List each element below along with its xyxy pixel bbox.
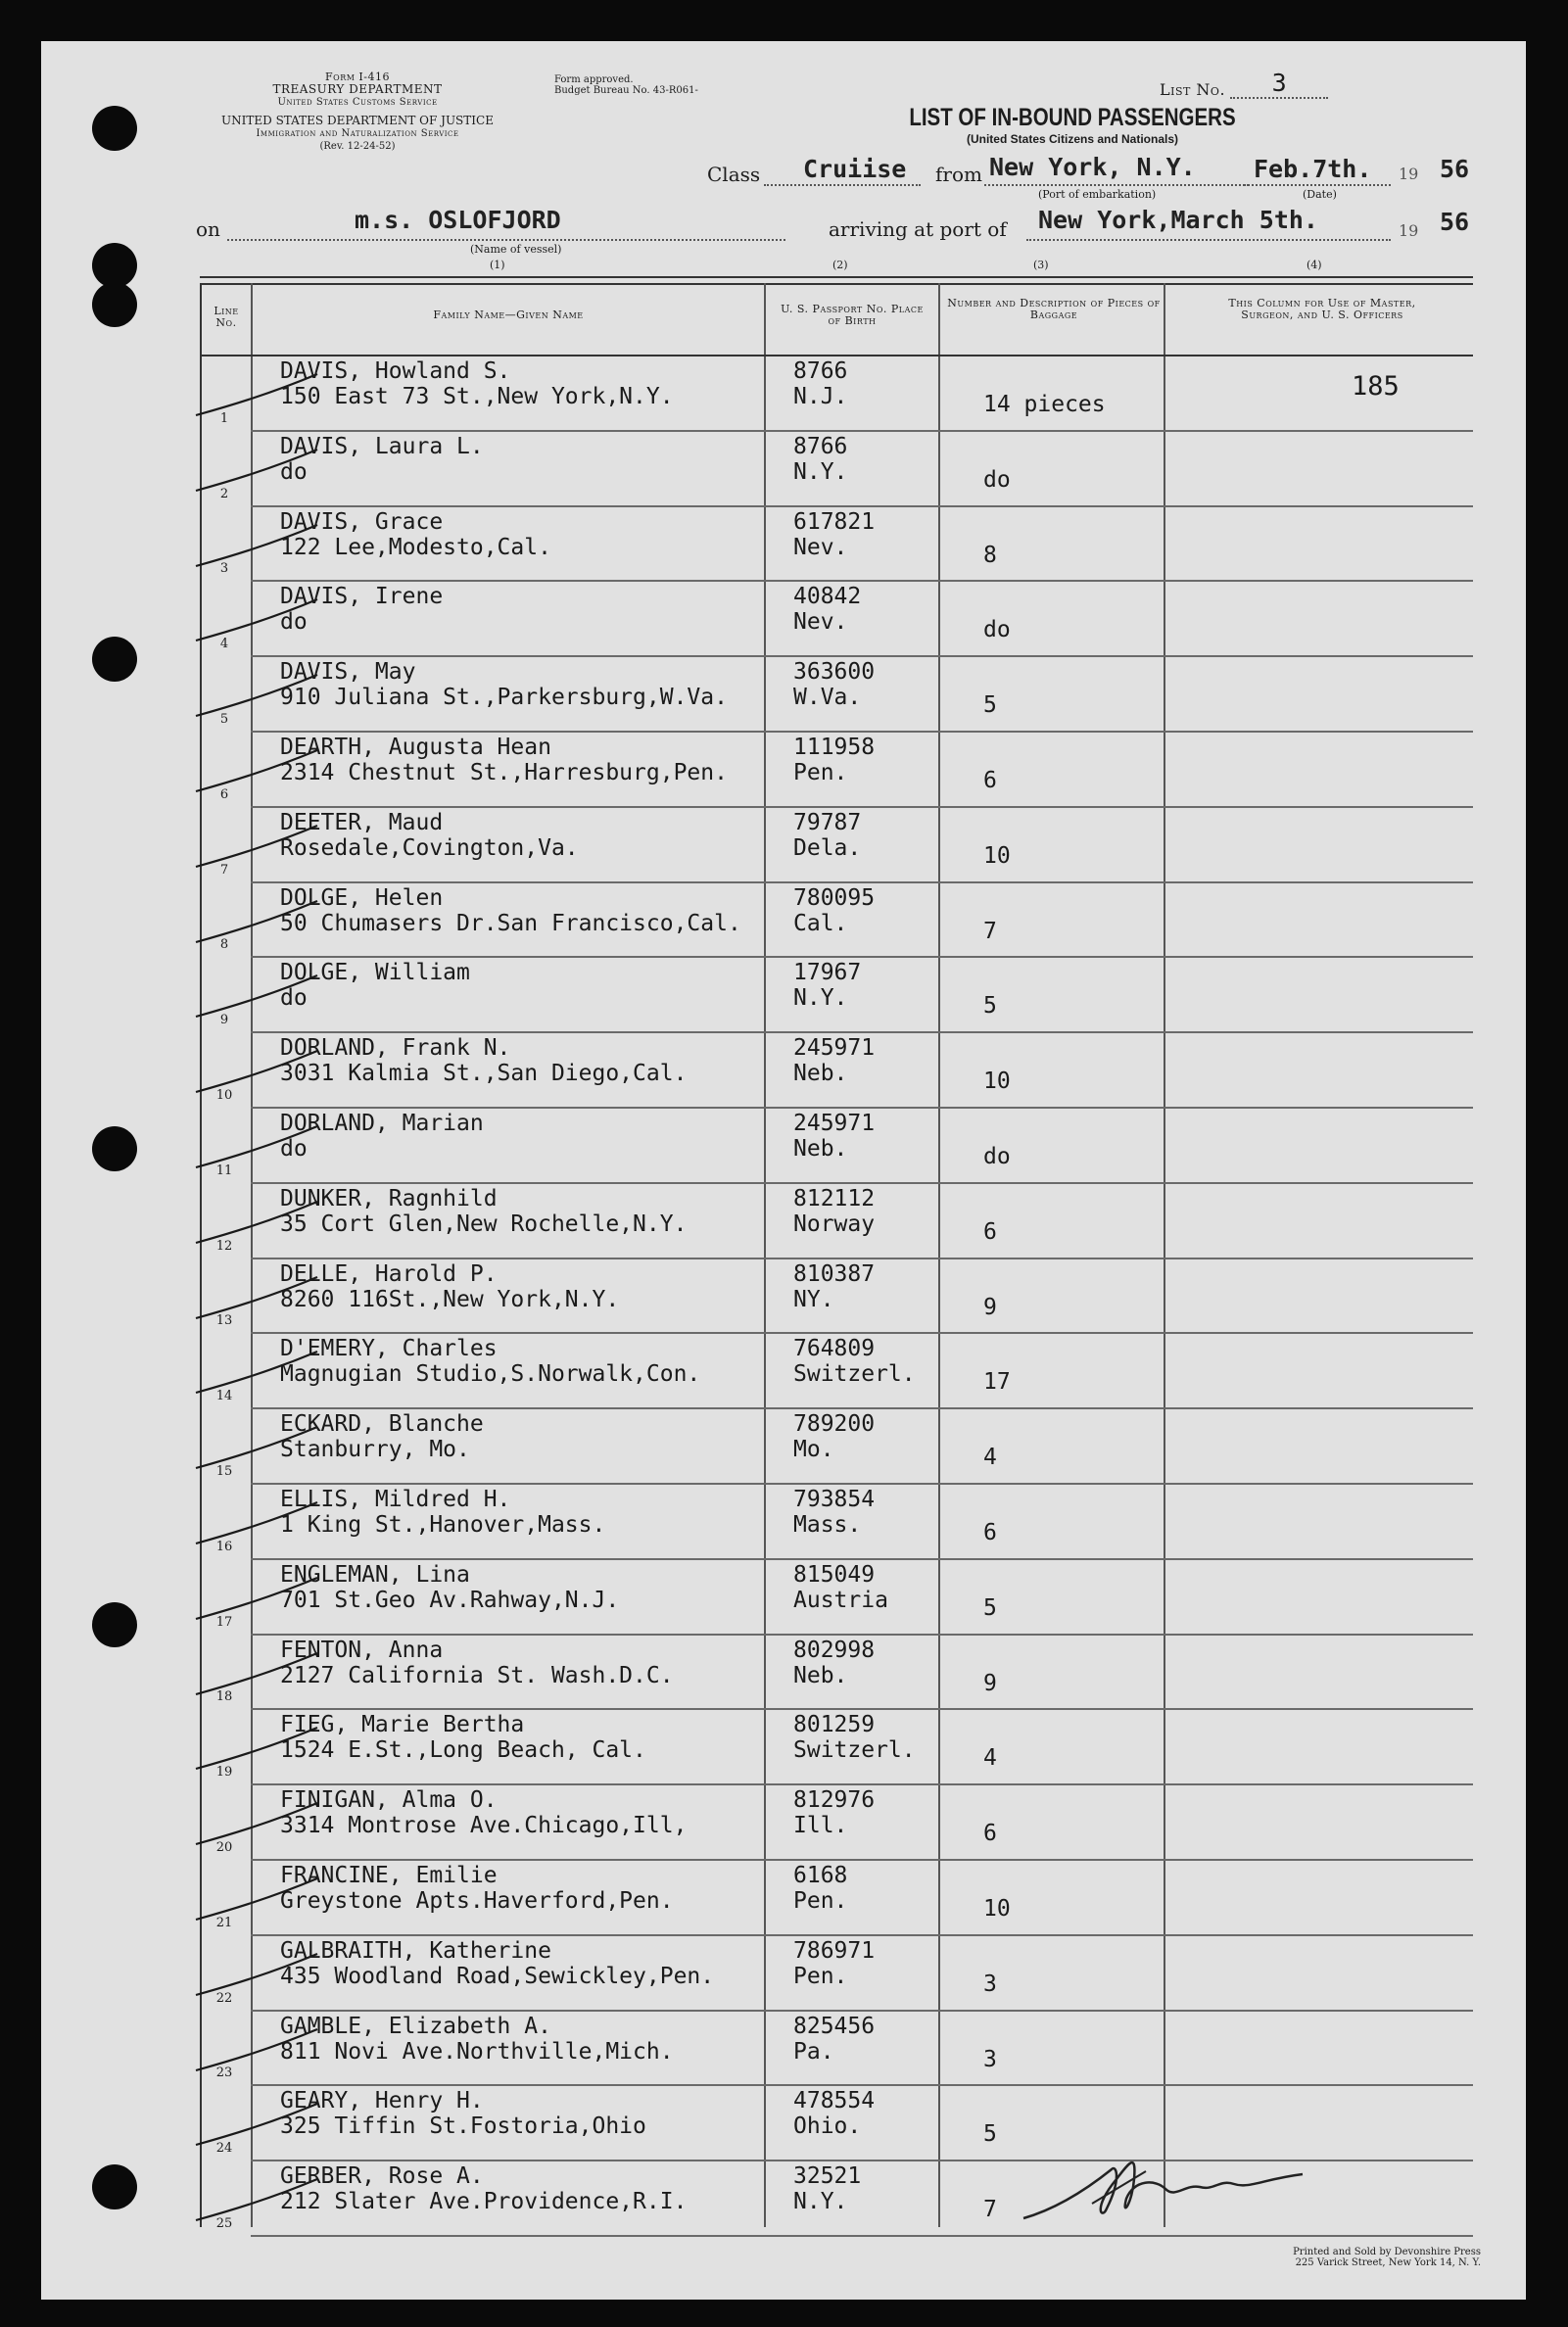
page-title: LIST OF IN-BOUND PASSENGERS [909,104,1236,131]
passport-number: 245971 [793,1035,876,1062]
baggage-count: do [983,1144,1011,1169]
arrival-port-date: New York,March 5th. [1038,206,1318,234]
passenger-name: DELLE, Harold P. [280,1260,498,1287]
passenger-address: 122 Lee,Modesto,Cal. [280,534,551,560]
place-of-birth: Dela. [793,834,862,861]
place-of-birth: N.J. [793,384,848,409]
passport-number: 789200 [793,1411,876,1438]
table-row [200,2012,1473,2087]
check-mark-icon [192,1043,319,1102]
check-mark-icon [192,442,319,500]
passport-number: 8766 [793,358,848,384]
line-number: 14 [215,1389,233,1404]
table-row [200,733,1473,808]
page-subtitle: (United States Citizens and Nationals) [966,132,1179,146]
passport-number: 810387 [793,1260,876,1287]
passport-number: 40842 [793,584,862,610]
passenger-address: Greystone Apts.Haverford,Pen. [280,1888,674,1914]
port-caption: (Port of embarkation) [1038,188,1157,201]
passenger-name: FIEG, Marie Bertha [280,1712,525,1738]
line-number: 20 [215,1839,233,1855]
line-number: 1 [219,410,229,426]
baggage-count: 10 [983,842,1011,869]
baggage-count: 4 [983,1445,997,1471]
passenger-name: GALBRAITH, Katherine [280,1937,551,1964]
passenger-address: do [280,609,308,636]
check-mark-icon [192,366,319,425]
header-baggage: Number and Description of Pieces of Baggage [947,297,1161,321]
list-number-block [1160,69,1328,103]
punch-hole [92,1602,137,1647]
place-of-birth: Austria [793,1587,888,1613]
line-number: 13 [215,1313,233,1329]
arriving-label: arriving at port of [829,217,1007,241]
punch-hole [92,282,137,327]
table-row [200,1184,1473,1259]
baggage-count: 10 [983,1069,1011,1095]
baggage-count: 10 [983,1896,1011,1922]
header-line-no: Line No. [214,305,239,329]
passport-number: 786971 [793,1937,876,1964]
check-mark-icon [192,2171,319,2230]
passenger-name: DAVIS, May [280,659,416,686]
place-of-birth: Pen. [793,1888,848,1914]
passport-number: 617821 [793,508,876,535]
passenger-name: ECKARD, Blanche [280,1411,484,1438]
line-number: 23 [215,2066,233,2081]
table-row [200,1861,1473,1936]
passenger-name: DAVIS, Irene [280,584,444,610]
passport-number: 764809 [793,1336,876,1362]
table-row [200,1636,1473,1711]
check-mark-icon [192,1344,319,1402]
check-mark-icon [192,1495,319,1553]
baggage-count: 5 [983,993,997,1020]
line-number: 19 [215,1765,233,1781]
place-of-birth: Neb. [793,1136,848,1162]
passenger-address: Rosedale,Covington,Va. [280,834,579,861]
line-number: 11 [215,1163,233,1178]
place-of-birth: N.Y. [793,985,848,1012]
baggage-count: 17 [983,1369,1011,1396]
place-of-birth: Switzerl. [793,1361,916,1388]
baggage-count: do [983,617,1011,643]
line-number: 22 [215,1990,233,2006]
printer-line-2: 225 Varick Street, New York 14, N. Y. [1295,2257,1481,2268]
line-number: 8 [219,937,229,953]
passenger-address: 1 King St.,Hanover,Mass. [280,1512,606,1538]
line-number: 6 [219,786,229,802]
table-row [200,356,1473,432]
passport-number: 812112 [793,1185,876,1211]
passenger-address: 701 St.Geo Av.Rahway,N.J. [280,1587,620,1613]
table-row [200,1485,1473,1560]
passenger-address: 910 Juliana St.,Parkersburg,W.Va. [280,685,728,711]
embarkation-year: 56 [1440,155,1470,183]
baggage-count: 3 [983,1971,997,1997]
passport-number: 79787 [793,809,862,835]
table-row [200,1033,1473,1109]
passenger-address: 50 Chumasers Dr.San Francisco,Cal. [280,910,741,936]
check-mark-icon [192,1194,319,1253]
baggage-count: 9 [983,1294,997,1320]
year-prefix: 19 [1399,165,1419,183]
passport-number: 478554 [793,2088,876,2114]
place-of-birth: N.Y. [793,458,848,485]
passport-number: 32521 [793,2163,862,2190]
embarkation-date: Feb.7th. [1254,155,1372,183]
passenger-name: GAMBLE, Elizabeth A. [280,2013,551,2039]
passenger-name: DAVIS, Howland S. [280,358,511,384]
baggage-count: 7 [983,2197,997,2223]
passenger-address: 325 Tiffin St.Fostoria,Ohio [280,2113,646,2140]
passenger-address: Stanburry, Mo. [280,1437,470,1463]
table-row [200,958,1473,1033]
baggage-count: 3 [983,2046,997,2072]
place-of-birth: Ohio. [793,2113,862,2140]
passenger-address: 212 Slater Ave.Providence,R.I. [280,2189,688,2215]
punch-hole [92,637,137,682]
line-number: 17 [215,1614,233,1630]
table-row [200,507,1473,583]
printer-imprint [1207,2247,1481,2268]
place-of-birth: Pa. [793,2038,834,2065]
check-mark-icon [192,517,319,576]
ins-label: Immigration and Naturalization Service [256,128,459,139]
table-row [200,883,1473,959]
officer-note: 185 [1352,371,1400,402]
table-row [200,1409,1473,1485]
place-of-birth: Pen. [793,1963,848,1989]
passenger-name: DORLAND, Frank N. [280,1035,511,1062]
passport-number: 8766 [793,433,848,459]
check-mark-icon [192,1269,319,1328]
class-value: Cruiise [803,155,907,183]
vessel-name: m.s. OSLOFJORD [355,206,561,234]
agency-header [196,71,519,153]
passport-number: 363600 [793,659,876,686]
row-divider [251,2235,1473,2237]
table-row [200,808,1473,883]
form-number: Form I-416 [325,71,390,83]
check-mark-icon [192,742,319,801]
place-of-birth: N.Y. [793,2189,848,2215]
passenger-name: D'EMERY, Charles [280,1336,498,1362]
check-mark-icon [192,1720,319,1779]
place-of-birth: W.Va. [793,685,862,711]
printer-line-1: Printed and Sold by Devonshire Press [1293,2247,1481,2257]
baggage-count: 5 [983,692,997,719]
line-number: 18 [215,1689,233,1705]
passport-number: 780095 [793,884,876,911]
check-mark-icon [192,1570,319,1629]
check-mark-icon [192,1871,319,1929]
baggage-count: 14 pieces [983,392,1106,417]
punch-hole [92,1126,137,1171]
year-prefix-arrival: 19 [1399,221,1419,240]
passenger-name: GERBER, Rose A. [280,2163,484,2190]
check-mark-icon [192,592,319,650]
passenger-address: 35 Cort Glen,New Rochelle,N.Y. [280,1211,688,1237]
passport-number: 801259 [793,1712,876,1738]
line-number: 25 [215,2215,233,2231]
passenger-name: GEARY, Henry H. [280,2088,484,2114]
baggage-count: 6 [983,1218,997,1245]
passenger-name: DAVIS, Grace [280,508,444,535]
column-3-number: (3) [1033,259,1049,271]
check-mark-icon [192,1645,319,1704]
treasury-label: TREASURY DEPARTMENT [272,82,443,96]
line-number: 4 [219,637,229,652]
check-mark-icon [192,893,319,952]
passenger-name: FENTON, Anna [280,1637,444,1663]
passenger-name: FRANCINE, Emilie [280,1863,498,1888]
place-of-birth: Cal. [793,910,848,936]
table-row [200,657,1473,733]
date-caption: (Date) [1303,188,1337,201]
table-row [200,1109,1473,1184]
line-number: 15 [215,1463,233,1479]
place-of-birth: Nev. [793,534,848,560]
table-row [200,1710,1473,1785]
line-number: 2 [219,486,229,501]
place-of-birth: NY. [793,1286,834,1312]
place-of-birth: Mo. [793,1437,834,1463]
passport-number: 6168 [793,1863,848,1888]
check-mark-icon [192,2021,319,2080]
list-number: 3 [1230,69,1328,99]
justice-label: UNITED STATES DEPARTMENT OF JUSTICE [221,114,494,127]
line-number: 24 [215,2141,233,2157]
check-mark-icon [192,1795,319,1854]
revision-label: (Rev. 12-24-52) [319,141,396,152]
passenger-address: 1524 E.St.,Long Beach, Cal. [280,1737,646,1764]
passenger-address: 3314 Montrose Ave.Chicago,Ill, [280,1813,688,1839]
check-mark-icon [192,667,319,726]
passenger-name: FINIGAN, Alma O. [280,1787,498,1814]
check-mark-icon [192,968,319,1026]
passenger-address: Magnugian Studio,S.Norwalk,Con. [280,1361,701,1388]
passenger-address: 150 East 73 St.,New York,N.Y. [280,384,674,409]
passenger-address: 811 Novi Ave.Northville,Mich. [280,2038,674,2065]
place-of-birth: Pen. [793,760,848,785]
passport-number: 245971 [793,1111,876,1136]
table-row [200,582,1473,657]
baggage-count: 4 [983,1745,997,1772]
table-row [200,1334,1473,1409]
passenger-name: ENGLEMAN, Lina [280,1561,470,1588]
passport-number: 17967 [793,960,862,986]
passenger-name: DOLGE, Helen [280,884,444,911]
table-row [200,432,1473,507]
baggage-count: 5 [983,2121,997,2148]
line-number: 21 [215,1915,233,1930]
line-number: 5 [219,711,229,727]
table-row [200,1785,1473,1861]
column-4-number: (4) [1307,259,1322,271]
baggage-count: 6 [983,768,997,793]
column-1-number: (1) [490,259,505,271]
passenger-address: 3031 Kalmia St.,San Diego,Cal. [280,1061,688,1087]
baggage-count: 5 [983,1594,997,1621]
port-of-embarkation: New York, N.Y. [989,153,1196,181]
passenger-name: DOLGE, William [280,960,470,986]
list-label: List No. [1160,80,1226,99]
class-label: Class [707,163,761,186]
budget-bureau: Budget Bureau No. 43-R061- [554,85,698,96]
passenger-name: DEARTH, Augusta Hean [280,735,551,760]
baggage-count: 6 [983,1520,997,1545]
passport-number: 812976 [793,1787,876,1814]
place-of-birth: Norway [793,1211,876,1237]
header-name: Family Name—Given Name [433,309,584,321]
line-number: 9 [219,1013,229,1028]
line-number: 12 [215,1238,233,1254]
passenger-name: DORLAND, Marian [280,1111,484,1136]
baggage-count: do [983,466,1011,493]
place-of-birth: Neb. [793,1662,848,1688]
passenger-address: 2127 California St. Wash.D.C. [280,1662,674,1688]
passport-number: 793854 [793,1487,876,1512]
passenger-address: 8260 116St.,New York,N.Y. [280,1286,620,1312]
place-of-birth: Ill. [793,1813,848,1839]
passport-number: 802998 [793,1637,876,1663]
check-mark-icon [192,1118,319,1177]
place-of-birth: Switzerl. [793,1737,916,1764]
line-number: 16 [215,1539,233,1554]
title-block [862,104,1283,146]
passport-number: 825456 [793,2013,876,2039]
on-label: on [196,217,220,241]
passenger-name: DUNKER, Ragnhild [280,1185,498,1211]
passenger-name: DAVIS, Laura L. [280,433,484,459]
column-2-number: (2) [832,259,848,271]
check-mark-icon [192,2096,319,2155]
passenger-address: 435 Woodland Road,Sewickley,Pen. [280,1963,715,1989]
passport-number: 815049 [793,1561,876,1588]
place-of-birth: Nev. [793,609,848,636]
baggage-count: 8 [983,542,997,568]
line-number: 10 [215,1087,233,1103]
baggage-count: 9 [983,1670,997,1696]
vessel-caption: (Name of vessel) [470,243,562,256]
passenger-address: do [280,985,308,1012]
passenger-address: do [280,458,308,485]
line-number: 7 [219,862,229,878]
passenger-name: ELLIS, Mildred H. [280,1487,511,1512]
officer-signature [1019,2150,1312,2228]
customs-label: United States Customs Service [277,97,438,108]
table-row [200,1936,1473,2012]
check-mark-icon [192,1419,319,1478]
table-row [200,1259,1473,1335]
check-mark-icon [192,818,319,877]
budget-block [554,74,698,96]
punch-hole [92,2164,137,2209]
header-officers: This Column for Use of Master, Surgeon, and U. S. Officers [1228,297,1416,321]
passenger-name: DEETER, Maud [280,809,444,835]
baggage-count: 7 [983,918,997,944]
table-row [200,1560,1473,1636]
punch-hole [92,106,137,151]
passenger-address: 2314 Chestnut St.,Harresburg,Pen. [280,760,728,785]
arrival-year: 56 [1440,208,1470,236]
baggage-count: 6 [983,1821,997,1847]
form-approved: Form approved. [554,74,634,85]
passenger-address: do [280,1136,308,1162]
check-mark-icon [192,1946,319,2005]
header-passport: U. S. Passport No. Place of Birth [781,303,924,327]
from-label: from [935,163,982,186]
line-number: 3 [219,561,229,577]
place-of-birth: Mass. [793,1512,862,1538]
passport-number: 111958 [793,735,876,760]
place-of-birth: Neb. [793,1061,848,1087]
